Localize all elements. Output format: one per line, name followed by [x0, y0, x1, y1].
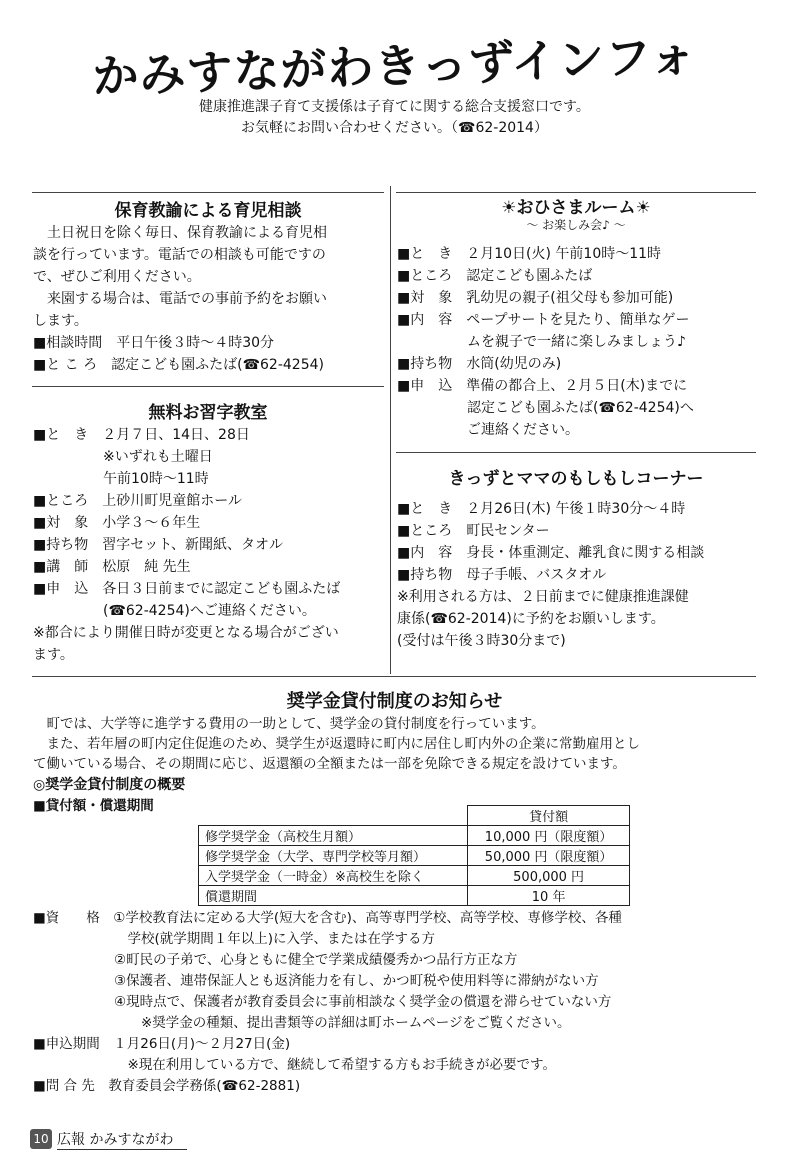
ohisama-subtitle: ～ お楽しみ会♪ ～: [526, 218, 626, 232]
divider: [396, 452, 756, 453]
shogaku-overview: ◎奨学金貸付制度の概要: [33, 777, 186, 793]
shuji-row: (☎62-4254)へご連絡ください。: [33, 603, 316, 619]
shogaku-intro: [33, 714, 773, 816]
shuji-row: ※都合により開催日時が変更となる場合がござい: [33, 625, 339, 641]
ohisama-section: [397, 243, 757, 441]
shuji-row: ■と き ２月７日、14日、28日: [33, 427, 250, 443]
shogaku-row: ■問 合 先 教育委員会学務係(☎62-2881): [33, 1078, 301, 1094]
intro-text: [0, 97, 789, 139]
moshimoshi-row: ■ところ 町民センター: [397, 523, 550, 539]
ohisama-row: ■持ち物 水筒(幼児のみ): [397, 356, 562, 372]
shogaku-row: ②町民の子弟で、心身ともに健全で学業成績優秀かつ品行方正な方: [33, 952, 518, 968]
table-cell: 入学奨学金（一時金）※高校生を除く: [199, 866, 468, 886]
shogaku-para-line: また、若年層の町内定住促進のため、奨学生が返還時に町内に居住し町内外の企業に常勤雇用とし: [33, 736, 640, 752]
ohisama-row: 認定こども園ふたば(☎62-4254)へ: [397, 400, 694, 416]
shuji-row: ■講 師 松原 純 先生: [33, 559, 191, 575]
page-title: かみすながわきっずインフォ: [91, 28, 698, 104]
moshimoshi-section: [397, 498, 757, 652]
shogaku-row: ■資 格 ①学校教育法に定める大学(短大を含む)、高等専門学校、高等学校、専修学校、各種: [33, 910, 622, 926]
table-row: [199, 886, 630, 906]
moshimoshi-row: 康係(☎62-2014)に予約をお願いします。: [397, 611, 665, 627]
ohisama-row: ■申 込 準備の都合上、２月５日(木)までに: [397, 378, 688, 394]
moshimoshi-row: (受付は午後３時30分まで): [397, 633, 566, 649]
moshimoshi-row: ■持ち物 母子手帳、バスタオル: [397, 567, 607, 583]
shuji-row: ■持ち物 習字セット、新聞紙、タオル: [33, 537, 283, 553]
table-cell: 10,000 円（限度額）: [468, 826, 630, 846]
shogaku-row: ■申込期間 １月26日(月)～２月27日(金): [33, 1036, 291, 1052]
hoiku-row: ■相談時間 平日午後３時～４時30分: [33, 335, 275, 351]
shogaku-row: ④現時点で、保護者が教育委員会に事前相談なく奨学金の償還を滞らせていない方: [33, 994, 612, 1010]
hoiku-row: ■と こ ろ 認定こども園ふたば(☎62-4254): [33, 357, 324, 373]
table-cell: 500,000 円: [468, 866, 630, 886]
hoiku-para-line: します。: [33, 313, 88, 329]
shogaku-para-line: 町では、大学等に進学する費用の一助として、奨学金の貸付制度を行っています。: [33, 716, 545, 732]
hoiku-para-line: 談を行っています。電話での相談も可能ですの: [33, 247, 326, 263]
shuji-row: 午前10時～11時: [33, 471, 209, 487]
table-cell: 償還期間: [199, 886, 468, 906]
shuji-row: ■対 象 小学３～６年生: [33, 515, 201, 531]
shuji-row: ■申 込 各日３日前までに認定こども園ふたば: [33, 581, 341, 597]
shuji-section: [33, 424, 385, 666]
shogaku-details: [33, 908, 778, 1097]
shuji-row: ■ところ 上砂川町児童館ホール: [33, 493, 242, 509]
table-cell: [199, 806, 468, 826]
ohisama-row: ■と き ２月10日(火) 午前10時～11時: [397, 246, 662, 262]
hoiku-para-line: で、ぜひご利用ください。: [33, 269, 201, 285]
ohisama-row: ムを親子で一緒に楽しみましょう♪: [397, 334, 686, 350]
hoiku-section: [33, 222, 385, 376]
ohisama-row: ■対 象 乳幼児の親子(祖父母も参加可能): [397, 290, 674, 306]
intro-line: 健康推進課子育て支援係は子育てに関する総合支援窓口です。: [199, 99, 590, 115]
ohisama-row: ■内 容 ペープサートを見たり、簡単なゲー: [397, 312, 690, 328]
shuji-row: ※いずれも土曜日: [33, 449, 213, 465]
table-cell: 修学奨学金（高校生月額）: [199, 826, 468, 846]
table-row: [199, 806, 630, 826]
shogaku-title: 奨学金貸付制度のお知らせ: [286, 691, 503, 712]
shuji-row: ます。: [33, 647, 74, 663]
intro-line: お気軽にお問い合わせください。（☎62-2014）: [241, 120, 548, 136]
moshimoshi-row: ※利用される方は、２日前までに健康推進課健: [397, 589, 689, 605]
table-cell: 50,000 円（限度額）: [468, 846, 630, 866]
table-row: [199, 826, 630, 846]
shogaku-para-line: て働いている場合、その期間に応じ、返還額の全額または一部を免除できる規定を設けています。: [33, 756, 626, 772]
shogaku-row: ※現在利用している方で、継続して希望する方もお手続きが必要です。: [33, 1057, 556, 1073]
divider: [32, 192, 384, 193]
loan-table: [198, 805, 630, 906]
hoiku-para-line: 来園する場合は、電話での事前予約をお願い: [33, 291, 327, 307]
shogaku-row: ※奨学金の種類、提出書類等の詳細は町ホームページをご覧ください。: [33, 1015, 571, 1031]
moshimoshi-row: ■と き ２月26日(木) 午後１時30分～４時: [397, 501, 686, 517]
shuji-title: 無料お習字教室: [148, 403, 268, 423]
moshimoshi-title: きっずとママのもしもしコーナー: [448, 469, 704, 489]
loan-table-label: ■貸付額・償還期間: [33, 798, 154, 814]
column-divider: [390, 186, 391, 674]
hoiku-title: 保育教諭による育児相談: [114, 201, 302, 221]
divider: [32, 386, 384, 387]
table-row: [199, 846, 630, 866]
divider: [32, 676, 756, 677]
shogaku-row: 学校(就学期間１年以上)に入学、または在学する方: [33, 931, 436, 947]
table-cell: 10 年: [468, 886, 630, 906]
ohisama-row: ■ところ 認定こども園ふたば: [397, 268, 593, 284]
ohisama-title: ☀おひさまルーム☀: [501, 198, 651, 218]
table-header-cell: 貸付額: [468, 806, 630, 826]
page-number: 10: [30, 1129, 52, 1149]
moshimoshi-row: ■内 容 身長・体重測定、離乳食に関する相談: [397, 545, 705, 561]
table-row: [199, 866, 630, 886]
table-cell: 修学奨学金（大学、専門学校等月額）: [199, 846, 468, 866]
ohisama-row: ご連絡ください。: [397, 422, 579, 438]
publication-name: 広報 かみすながわ: [57, 1129, 187, 1150]
hoiku-para-line: 土日祝日を除く毎日、保育教諭による育児相: [33, 225, 327, 241]
shogaku-row: ③保護者、連帯保証人とも返済能力を有し、かつ町税や使用料等に滞納がない方: [33, 973, 599, 989]
